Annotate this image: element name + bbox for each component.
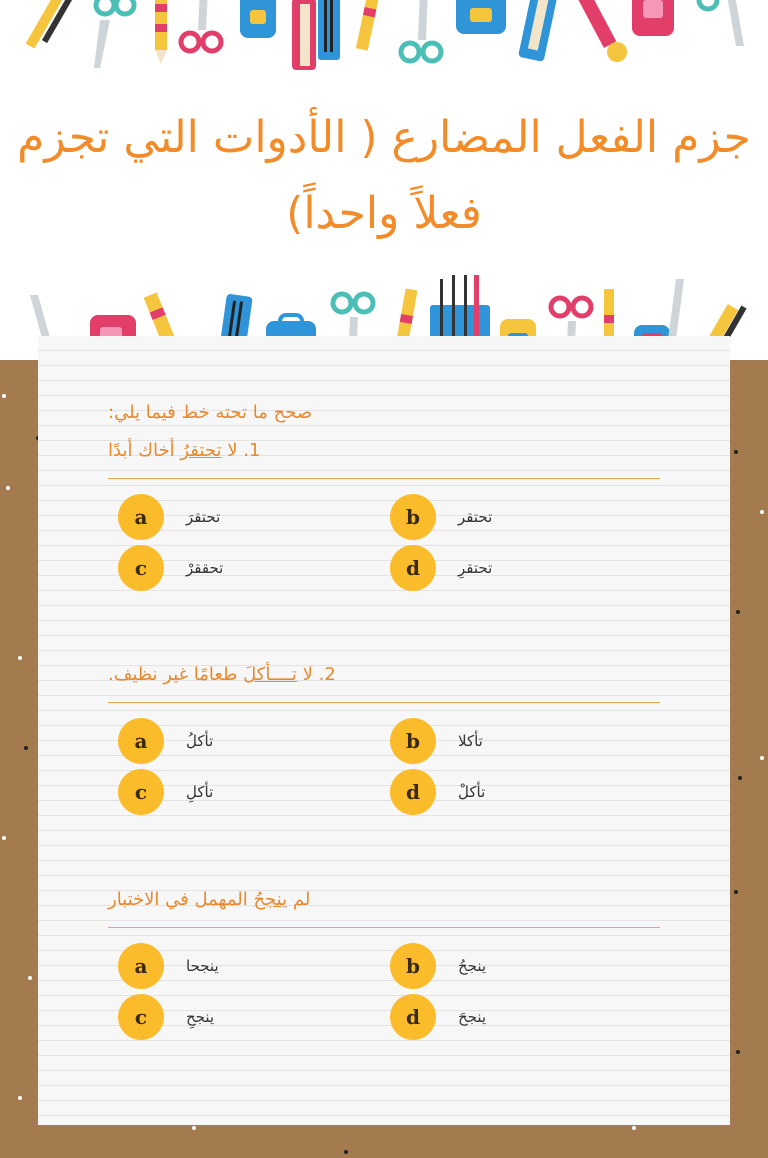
option-letter-badge: c: [118, 769, 164, 815]
speckle: [24, 746, 28, 750]
pencil-icon: [26, 0, 75, 48]
option-1a[interactable]: [118, 494, 358, 540]
question-divider: [108, 478, 660, 479]
option-3c[interactable]: [118, 994, 358, 1040]
option-letter-badge: a: [118, 943, 164, 989]
speckle: [6, 486, 10, 490]
speckle: [760, 510, 764, 514]
option-1d[interactable]: [390, 545, 630, 591]
option-label: تأكلُ: [186, 732, 214, 750]
pencil-icon: [155, 0, 167, 64]
option-2d[interactable]: [390, 769, 630, 815]
question-underlined-word: تــــأكلَ: [243, 664, 297, 685]
option-letter-badge: a: [118, 494, 164, 540]
speckle: [344, 1150, 348, 1154]
pencil-icon: [356, 0, 380, 51]
question-2-text: [108, 664, 660, 685]
question-before: لا: [221, 440, 238, 461]
option-label: ينجحُ: [458, 957, 487, 975]
question-number: 2.: [318, 664, 336, 685]
option-label: ينجحَ: [458, 1008, 487, 1026]
option-label: تأكلا: [458, 732, 483, 750]
option-label: تأكلْ: [458, 783, 486, 801]
question-after: طعامًا غير نظيف.: [108, 664, 244, 685]
instruction-text: صحح ما تحته خط فيما يلي:: [108, 402, 313, 423]
scissors-icon: [699, 0, 744, 46]
scissors-icon: [94, 0, 134, 68]
backpack-icon: [632, 0, 674, 36]
option-2c[interactable]: [118, 769, 358, 815]
speckle: [734, 450, 738, 454]
question-before: لم: [287, 889, 311, 910]
speckle: [734, 890, 738, 894]
speckle: [736, 1050, 740, 1054]
paintbrush-icon: [577, 0, 627, 62]
option-label: تحتقر: [458, 508, 493, 526]
option-1b[interactable]: [390, 494, 630, 540]
speckle: [632, 1126, 636, 1130]
scissors-icon: [181, 0, 221, 51]
question-underlined-word: ينجحُ: [253, 889, 288, 910]
question-underlined-word: تحتقرُ: [180, 440, 222, 461]
page-title: جزم الفعل المضارع ( الأدوات التي تجزم فعلاً واحداً): [17, 112, 751, 239]
speckle: [192, 1126, 196, 1130]
option-3d[interactable]: [390, 994, 630, 1040]
speckle: [18, 1096, 22, 1100]
option-letter-badge: d: [390, 769, 436, 815]
option-2a[interactable]: [118, 718, 358, 764]
speckle: [28, 976, 32, 980]
option-1c[interactable]: [118, 545, 358, 591]
speckle: [760, 756, 764, 760]
option-label: ينجحِ: [186, 1008, 215, 1026]
question-3-text: [108, 889, 660, 910]
backpack-icon: [240, 0, 276, 38]
question-before: لا: [296, 664, 313, 685]
speckle: [18, 656, 22, 660]
option-letter-badge: a: [118, 718, 164, 764]
option-label: تحتقرَ: [186, 508, 221, 526]
question-divider: [108, 927, 660, 928]
option-letter-badge: b: [390, 494, 436, 540]
speckle: [2, 836, 6, 840]
question-number: 1.: [243, 440, 261, 461]
question-divider: [108, 702, 660, 703]
option-label: تحققرْ: [186, 559, 224, 577]
option-3b[interactable]: [390, 943, 630, 989]
option-2b[interactable]: [390, 718, 630, 764]
backpack-icon: [456, 0, 506, 34]
option-letter-badge: b: [390, 943, 436, 989]
speckle: [736, 610, 740, 614]
scissors-icon: [401, 0, 441, 61]
option-letter-badge: c: [118, 545, 164, 591]
question-1-text: [108, 440, 660, 461]
book-icon: [292, 0, 340, 70]
option-letter-badge: b: [390, 718, 436, 764]
speckle: [2, 394, 6, 398]
option-letter-badge: d: [390, 545, 436, 591]
option-letter-badge: c: [118, 994, 164, 1040]
option-letter-badge: d: [390, 994, 436, 1040]
school-supplies-top-decoration: [0, 0, 768, 80]
option-label: تحتقرِ: [458, 559, 493, 577]
speckle: [738, 776, 742, 780]
option-label: تأكلِ: [186, 783, 214, 801]
question-after: أخاك أبدًا: [108, 440, 181, 461]
option-label: ينجحا: [186, 957, 219, 975]
book-icon: [518, 0, 558, 62]
scissors-icon: [668, 279, 684, 339]
header-banner: [0, 0, 768, 360]
question-after: المهمل في الاختبار: [108, 889, 254, 910]
option-3a[interactable]: [118, 943, 358, 989]
